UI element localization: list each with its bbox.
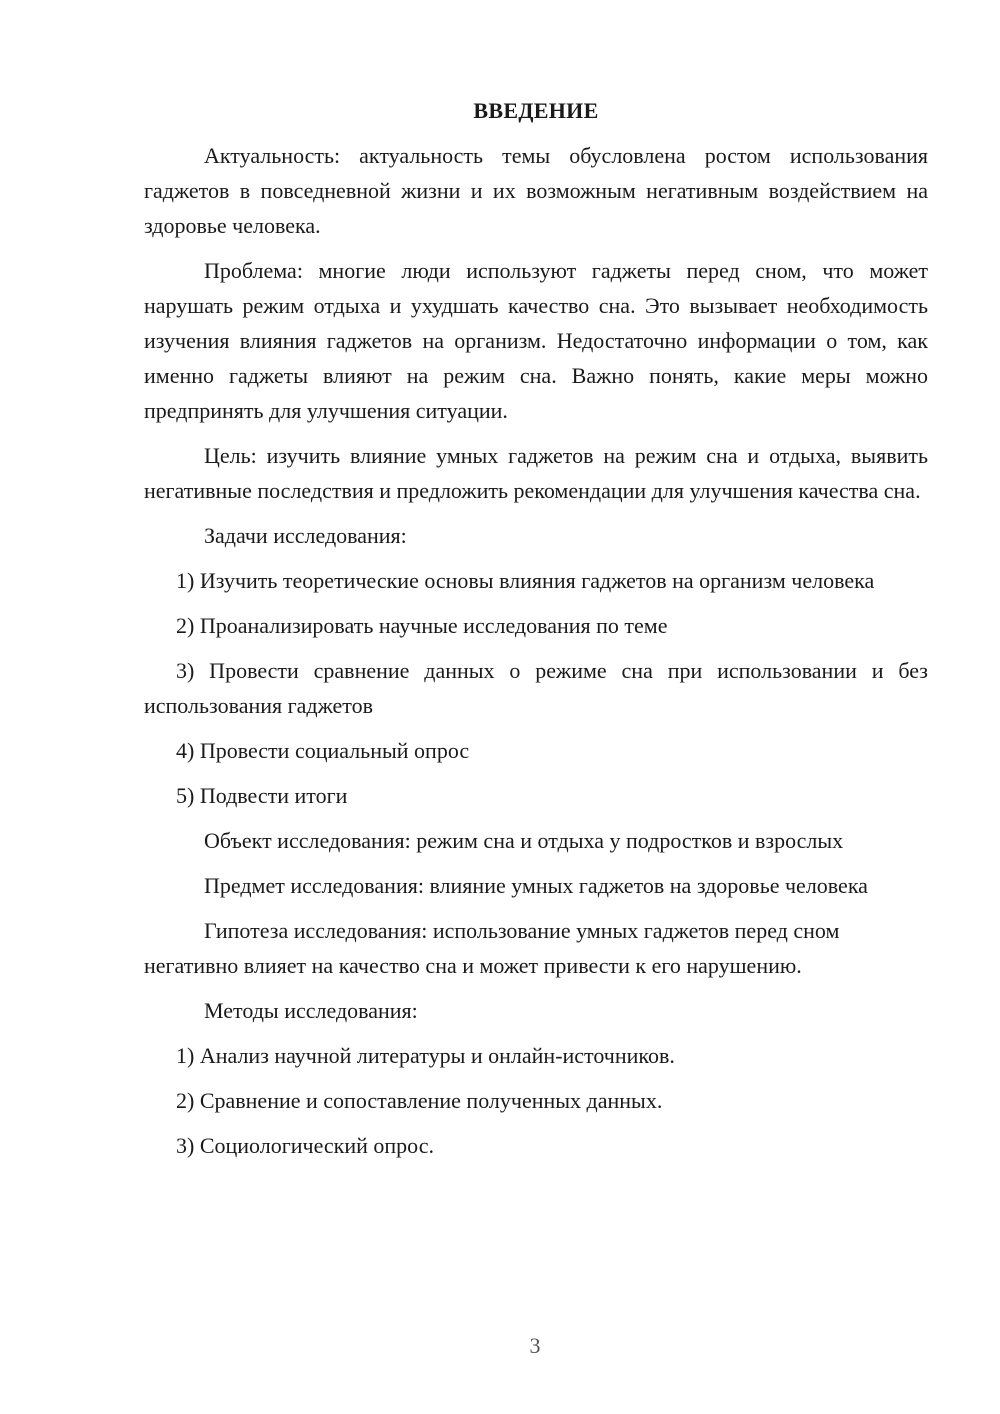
task-item: 2) Проанализировать научные исследования по теме (176, 613, 668, 638)
method-item: 2) Сравнение и сопоставление полученных данных. (176, 1088, 663, 1113)
subject-paragraph: Предмет исследования: влияние умных гаджетов на здоровье человека (204, 873, 868, 898)
method-item: 1) Анализ научной литературы и онлайн-источников. (176, 1043, 675, 1068)
task-item: 5) Подвести итоги (176, 783, 348, 808)
methods-heading: Методы исследования: (204, 998, 418, 1023)
object-paragraph: Объект исследования: режим сна и отдыха у подростков и взрослых (204, 828, 844, 853)
task-item: 1) Изучить теоретические основы влияния гаджетов на организм человека (176, 568, 875, 593)
tasks-heading: Задачи исследования: (204, 523, 407, 548)
task-item: 3) Провести сравнение данных о режиме сна при использовании и без использования гаджетов (144, 658, 928, 718)
method-item: 3) Социологический опрос. (176, 1133, 434, 1158)
section-title: ВВЕДЕНИЕ (473, 98, 599, 123)
document-page (144, 96, 928, 1173)
hypothesis-paragraph: Гипотеза исследования: использование умных гаджетов перед сном негативно влияет на качество сна и может привести к его нарушению. (144, 918, 840, 978)
problem-paragraph: Проблема: многие люди используют гаджеты перед сном, что может нарушать режим отдыха и ухудшать качество сна. Это вызывает необходимость изучения влияния гаджетов на организм. Недостаточно информации о том, как именно гаджеты влияют на режим сна. Важно понять, какие меры можно предпринять для улучшения ситуации. (144, 258, 928, 423)
page-number: 3 (529, 1333, 541, 1358)
relevance-paragraph: Актуальность: актуальность темы обусловлена ростом использования гаджетов в повседневной жизни и их возможным негативным воздействием на здоровье человека. (144, 143, 928, 238)
goal-paragraph: Цель: изучить влияние умных гаджетов на режим сна и отдыха, выявить негативные последствия и предложить рекомендации для улучшения качества сна. (144, 443, 928, 503)
task-item: 4) Провести социальный опрос (176, 738, 470, 763)
